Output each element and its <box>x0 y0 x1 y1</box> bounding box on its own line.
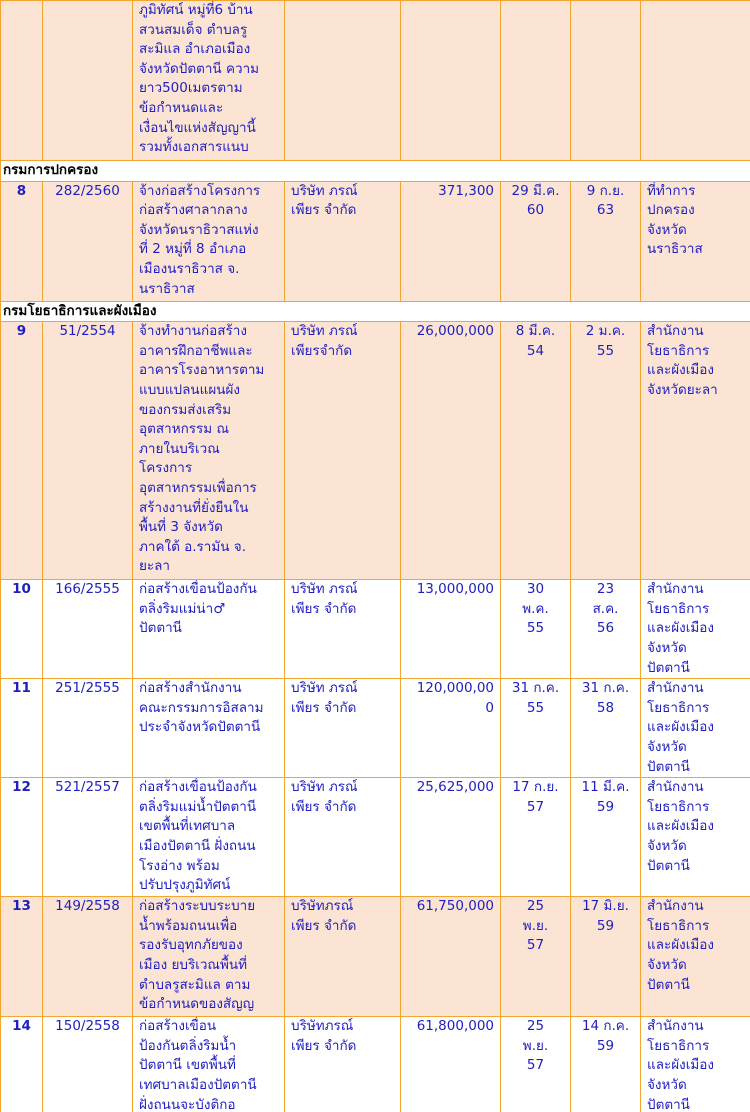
contract-amount: 61,800,000 <box>401 1017 501 1112</box>
row-number: 12 <box>1 778 43 897</box>
section-title: กรมการปกครอง <box>1 161 750 182</box>
contract-ref: 150/2558 <box>43 1017 133 1112</box>
end-date: 9 ก.ย. 63 <box>571 181 641 301</box>
table-row <box>1 580 750 679</box>
contract-amount: 61,750,000 <box>401 897 501 1017</box>
contract-amount: 25,625,000 <box>401 778 501 897</box>
contract-amount <box>401 1 501 161</box>
end-date: 23 ส.ค. 56 <box>571 580 641 679</box>
table-row <box>1 897 750 1017</box>
project-description: ก่อสร้างเขื่อนป้องกัน ตลิ่งริมแม่น่า♂ ปัตตานี <box>133 580 285 679</box>
end-date: 31 ก.ค. 58 <box>571 679 641 778</box>
table-row <box>1 1 750 161</box>
section-row <box>1 161 750 182</box>
start-date: 29 มี.ค. 60 <box>501 181 571 301</box>
agency: สำนักงาน โยธาธิการ และผังเมือง จังหวัด ปัตตานี <box>641 580 750 679</box>
agency: สำนักงาน โยธาธิการ และผังเมือง จังหวัด ปัตตานี <box>641 1017 750 1112</box>
project-description: ก่อสร้างเขื่อนป้องกัน ตลิ่งริมแม่น้ำปัตตานี เขตพื้นที่เทศบาล เมืองปัตตานี ฝั่งถนน โรงอ่าง พร้อม ปรับปรุงภูมิทัศน์ <box>133 778 285 897</box>
table-row <box>1 1017 750 1112</box>
contractor: บริษัท ภรณ์ เพียร จำกัด <box>285 778 401 897</box>
row-number: 14 <box>1 1017 43 1112</box>
start-date: 25 พ.ย. 57 <box>501 1017 571 1112</box>
end-date: 14 ก.ค. 59 <box>571 1017 641 1112</box>
contract-ref: 51/2554 <box>43 322 133 580</box>
table-row <box>1 322 750 580</box>
contractor: บริษัทภรณ์ เพียร จำกัด <box>285 897 401 1017</box>
contract-ref <box>43 1 133 161</box>
agency: สำนักงาน โยธาธิการ และผังเมือง จังหวัด ปัตตานี <box>641 679 750 778</box>
contract-ref: 521/2557 <box>43 778 133 897</box>
contractor: บริษัท ภรณ์ เพียร จำกัด <box>285 580 401 679</box>
agency: สำนักงาน โยธาธิการ และผังเมือง จังหวัดยะลา <box>641 322 750 580</box>
start-date: 8 มี.ค. 54 <box>501 322 571 580</box>
project-description: ก่อสร้างระบบระบาย น้ำพร้อมถนนเพื่อ รองรับอุทกภัยของ เมือง ยบริเวณพื้นที่ ตำบลรูสะมิแล ตาม ข้อกำหนดของสัญญ <box>133 897 285 1017</box>
contract-ref: 282/2560 <box>43 181 133 301</box>
start-date <box>501 1 571 161</box>
table-row <box>1 778 750 897</box>
contractor: บริษัท ภรณ์ เพียร จำกัด <box>285 181 401 301</box>
contract-ref: 149/2558 <box>43 897 133 1017</box>
agency: สำนักงาน โยธาธิการ และผังเมือง จังหวัด ปัตตานี <box>641 897 750 1017</box>
contract-amount: 26,000,000 <box>401 322 501 580</box>
contract-amount: 371,300 <box>401 181 501 301</box>
project-description: ภูมิทัศน์ หมู่ที่6 บ้าน สวนสมเด็จ ตำบลรู สะมิแล อำเภอเมือง จังหวัดปัตตานี ความ ยาว500เมตรตาม ข้อกำหนดและ เงื่อนไขแห่งสัญญานี้ รวมทั้งเอกสารแนบ <box>133 1 285 161</box>
project-description: ก่อสร้างเขื่อน ป้องกันตลิ่งริมน้ำ ปัตตานี เขตพื้นที่ เทศบาลเมืองปัตตานี ฝั่งถนนจะบังติกอ <box>133 1017 285 1112</box>
row-number: 11 <box>1 679 43 778</box>
start-date: 17 ก.ย. 57 <box>501 778 571 897</box>
contractor: บริษัท ภรณ์ เพียร จำกัด <box>285 679 401 778</box>
agency: ที่ทำการ ปกครอง จังหวัด นราธิวาส <box>641 181 750 301</box>
section-row <box>1 301 750 322</box>
project-description: ก่อสร้างสำนักงาน คณะกรรมการอิสลาม ประจำจังหวัดปัตตานี <box>133 679 285 778</box>
agency: สำนักงาน โยธาธิการ และผังเมือง จังหวัด ปัตตานี <box>641 778 750 897</box>
end-date: 2 ม.ค. 55 <box>571 322 641 580</box>
start-date: 30 พ.ค. 55 <box>501 580 571 679</box>
end-date <box>571 1 641 161</box>
end-date: 11 มี.ค. 59 <box>571 778 641 897</box>
agency <box>641 1 750 161</box>
end-date: 17 มิ.ย. 59 <box>571 897 641 1017</box>
start-date: 25 พ.ย. 57 <box>501 897 571 1017</box>
contractor <box>285 1 401 161</box>
contract-ref: 166/2555 <box>43 580 133 679</box>
section-title: กรมโยธาธิการและผังเมือง <box>1 301 750 322</box>
project-description: จ้างทำงานก่อสร้าง อาคารฝึกอาชีพและ อาคารโรงอาหารตาม แบบแปลนแผนผัง ของกรมส่งเสริม อุตสาหกรรม ณ ภายในบริเวณ โครงการ อุตสาหกรรมเพื่อการ สร้างงานที่ยั่งยืนใน พื้นที่ 3 จังหวัด ภาคใต้ อ.รามัน จ. ยะลา <box>133 322 285 580</box>
contract-amount: 13,000,000 <box>401 580 501 679</box>
contractor: บริษัท ภรณ์ เพียรจำกัด <box>285 322 401 580</box>
start-date: 31 ก.ค. 55 <box>501 679 571 778</box>
table-row <box>1 181 750 301</box>
contractor: บริษัทภรณ์ เพียร จำกัด <box>285 1017 401 1112</box>
project-description: จ้างก่อสร้างโครงการ ก่อสร้างศาลากลาง จังหวัดนราธิวาสแห่ง ที่ 2 หมู่ที่ 8 อำเภอ เมืองนราธิวาส จ. นราธิวาส <box>133 181 285 301</box>
row-number: 10 <box>1 580 43 679</box>
contract-amount: 120,000,00 0 <box>401 679 501 778</box>
row-number: 8 <box>1 181 43 301</box>
row-number: 9 <box>1 322 43 580</box>
row-number: 13 <box>1 897 43 1017</box>
table-row <box>1 679 750 778</box>
row-number <box>1 1 43 161</box>
contract-ref: 251/2555 <box>43 679 133 778</box>
